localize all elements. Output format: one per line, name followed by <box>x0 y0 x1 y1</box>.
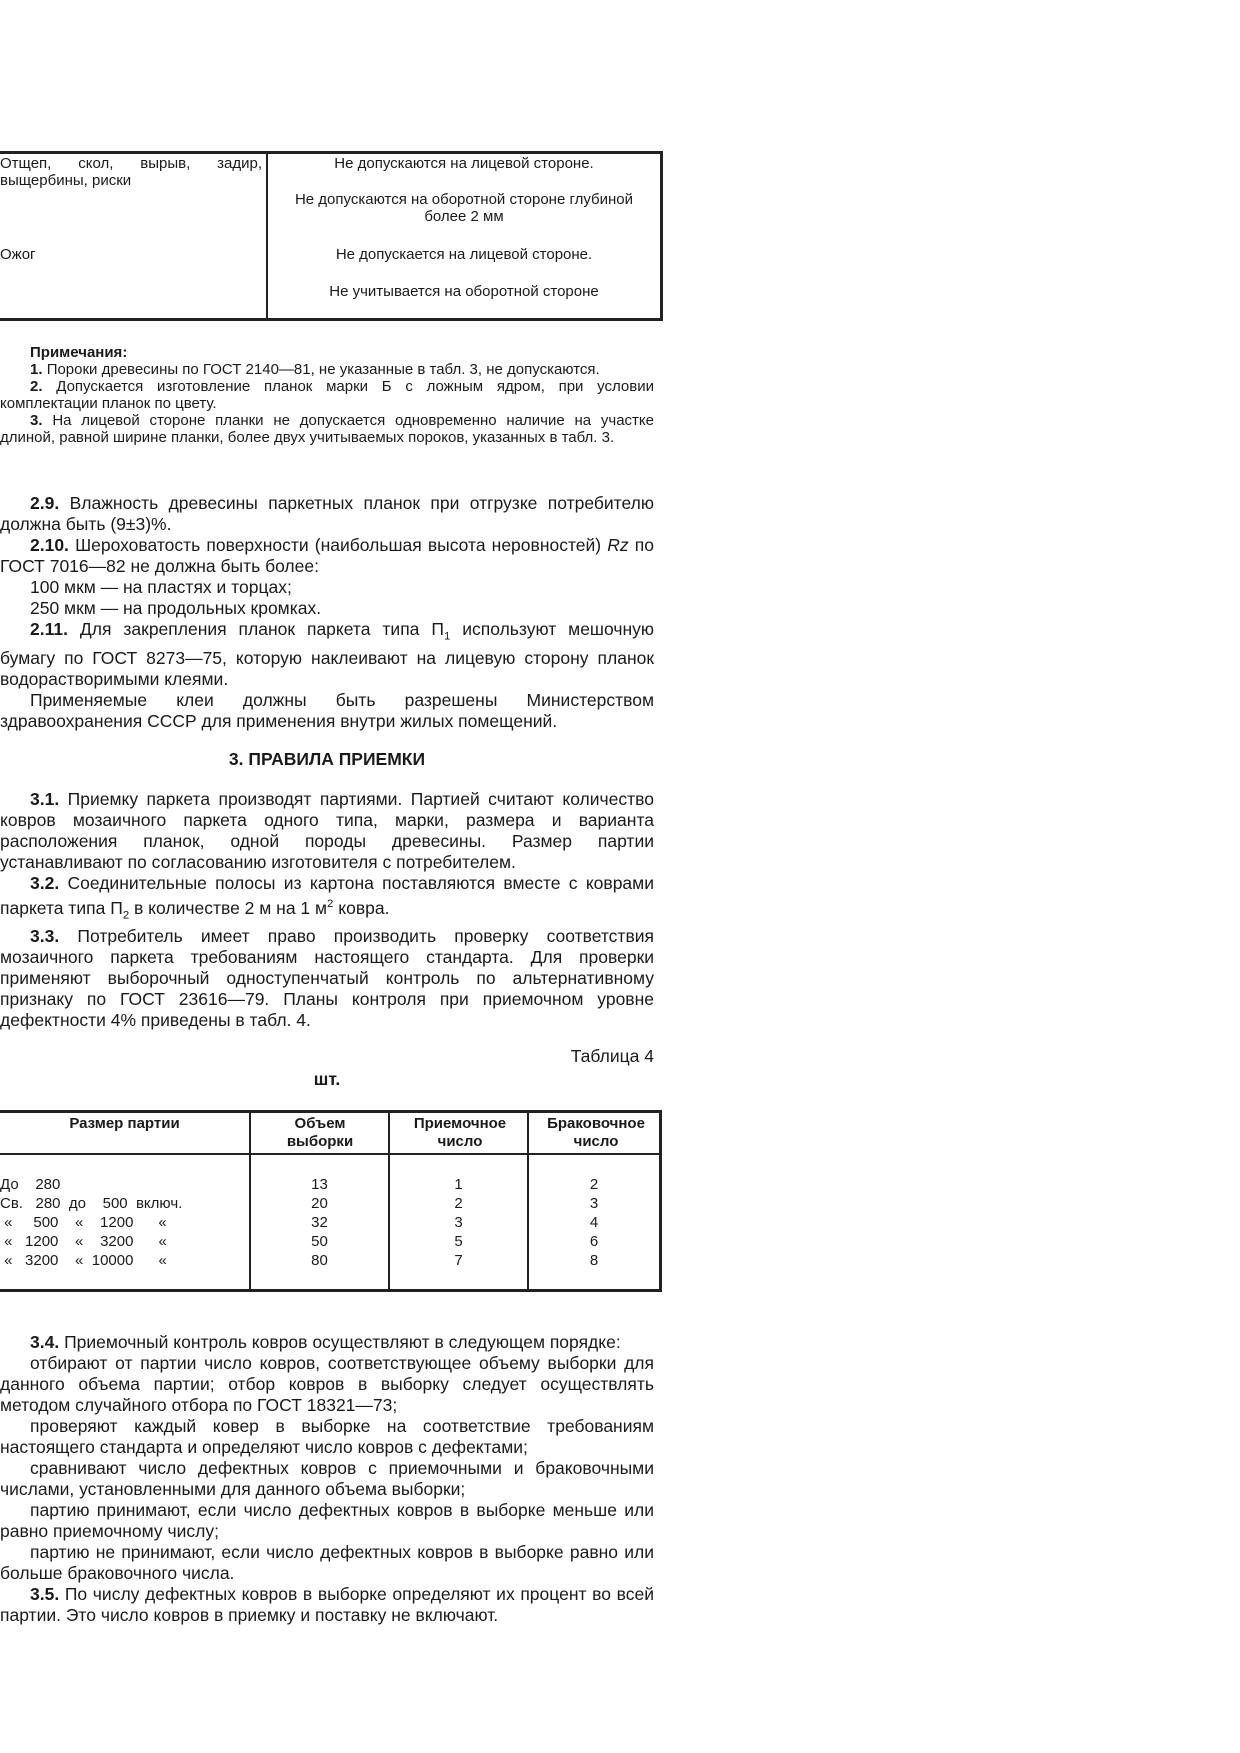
table-cell: 5 <box>454 1233 463 1250</box>
section-3-continued <box>0 1332 654 1626</box>
note-item: 1. Пороки древесины по ГОСТ 2140—81, не указанные в табл. 3, не допускаются. <box>30 361 600 378</box>
list-item: партию не принимают, если число дефектных ковров в выборке равно или больше браковочного числа. <box>0 1542 654 1583</box>
table-cell: 2 <box>454 1195 463 1212</box>
paragraph-3-4: 3.4. Приемочный контроль ковров осуществляют в следующем порядке: <box>30 1332 621 1352</box>
header-batch-size: Размер партии <box>69 1115 180 1132</box>
table-cell: 32 <box>311 1214 328 1231</box>
table-cell: До 280 <box>0 1176 61 1193</box>
defect-rule: Не допускаются на лицевой стороне. <box>334 155 594 172</box>
paragraph: Применяемые клеи должны быть разрешены Министерством здравоохранения СССР для применения внутри жилых помещений. <box>0 689 654 731</box>
sample-size-column <box>251 1175 388 1270</box>
section-2-text <box>0 493 654 732</box>
defect-rule: Не допускаются на оборотной стороне глубиной более 2 мм <box>294 191 634 225</box>
paragraph-3-3: 3.3. Потребитель имеет право производить проверку соответствия мозаичного паркета требованиям настоящего стандарта. Для проверки применяют выборочный одноступенчатый контроль по альтернативному признаку по ГОСТ 23616—79. Планы контроля при приемочном уровне дефектности 4% приведены в табл. 4. <box>0 926 654 1031</box>
table-cell: 6 <box>589 1233 599 1250</box>
list-item: отбирают от партии число ковров, соответствующее объему выборки для данного объема партии; отбор ковров в выборку следует осуществлять методом случайного отбора по ГОСТ 18321—73; <box>0 1353 654 1415</box>
table-cell: « 3200 « 10000 « <box>0 1252 167 1269</box>
header-separator <box>0 1153 659 1155</box>
table-cell: 50 <box>311 1233 328 1250</box>
reject-number-column <box>529 1175 659 1270</box>
paragraph-3-2: 3.2. Соединительные полосы из картона поставляются вместе с коврами паркета типа $П_2$ в количестве 2 м на 1 $м^2$ ковра. <box>0 873 654 922</box>
defect-rule: Не учитывается на оборотной стороне <box>329 283 599 300</box>
defect-name: Отщеп, скол, вырыв, задир, выщербины, риски <box>0 155 262 189</box>
header-accept-number: Приемочное число <box>413 1115 507 1150</box>
list-item: 100 мкм — на пластях и торцах; <box>30 577 292 597</box>
paragraph-2-11: 2.11. Для закрепления планок паркета типа $П_1$ используют мешочную бумагу по ГОСТ 8273—75, которую наклеивают на лицевую сторону планок водорастворимыми клеями. <box>0 619 654 689</box>
sampling-table <box>0 1110 662 1292</box>
table-cell: 7 <box>454 1252 463 1269</box>
list-item: проверяют каждый ковер в выборке на соответствие требованиям настоящего стандарта и определяют число ковров с дефектами; <box>0 1416 654 1457</box>
list-item: 250 мкм — на продольных кромках. <box>30 598 322 618</box>
table-cell: 4 <box>589 1214 599 1231</box>
header-sample-size: Объем выборки <box>286 1115 354 1150</box>
table-cell: Св. 280 до 500 включ. <box>0 1195 183 1212</box>
list-item: партию принимают, если число дефектных ковров в выборке меньше или равно приемочному числу; <box>0 1500 654 1541</box>
defect-name: Ожог <box>0 246 36 263</box>
header-reject-number: Браковочное число <box>547 1115 645 1150</box>
note-item: 3. На лицевой стороне планки не допускается одновременно наличие на участке длиной, равной ширине планки, более двух учитываемых пороков, указанных в табл. 3. <box>0 412 654 446</box>
table-cell: 3 <box>454 1214 463 1231</box>
list-item: сравнивают число дефектных ковров с приемочными и браковочными числами, установленными для данного объема выборки; <box>0 1458 654 1499</box>
section-title: 3. ПРАВИЛА ПРИЕМКИ <box>228 749 426 769</box>
table-cell: « 500 « 1200 « <box>0 1214 167 1231</box>
paragraph-3-1: 3.1. Приемку паркета производят партиями. Партией считают количество ковров мозаичного паркета одного типа, марки, размера и варианта расположения планок, одной породы древесины. Размер партии устанавливают по согласованию изготовителя с потребителем. <box>0 789 654 872</box>
table-cell: 3 <box>589 1195 599 1212</box>
table-cell: 13 <box>311 1176 328 1193</box>
table-cell: 8 <box>589 1252 599 1269</box>
paragraph-2-10: 2.10. Шероховатость поверхности (наибольшая высота неровностей) Rz по ГОСТ 7016—82 не должна быть более: <box>0 535 654 576</box>
table-label: Таблица 4 <box>570 1046 654 1066</box>
table-cell: 1 <box>454 1176 463 1193</box>
defect-rule: Не допускается на лицевой стороне. <box>335 246 593 263</box>
batch-size-column <box>0 1175 249 1270</box>
notes-title: Примечания: <box>30 344 128 361</box>
table-cell: 2 <box>589 1176 599 1193</box>
accept-number-column <box>390 1175 527 1270</box>
note-item: 2. Допускается изготовление планок марки Б с ложным ядром, при условии комплектации планок по цвету. <box>0 378 654 412</box>
paragraph-3-5: 3.5. По числу дефектных ковров в выборке определяют их процент во всей партии. Это число ковров в приемку и поставку не включают. <box>0 1584 654 1625</box>
paragraph-2-9: 2.9. Влажность древесины паркетных планок при отгрузке потребителю должна быть (9±3)%. <box>0 493 654 534</box>
notes-block <box>0 344 654 446</box>
table-cell: 80 <box>311 1252 328 1269</box>
defects-table <box>0 151 663 321</box>
section-3-text <box>0 789 654 1031</box>
table-cell: 20 <box>311 1195 328 1212</box>
table-unit: шт. <box>313 1069 341 1089</box>
table-cell: « 1200 « 3200 « <box>0 1233 167 1250</box>
